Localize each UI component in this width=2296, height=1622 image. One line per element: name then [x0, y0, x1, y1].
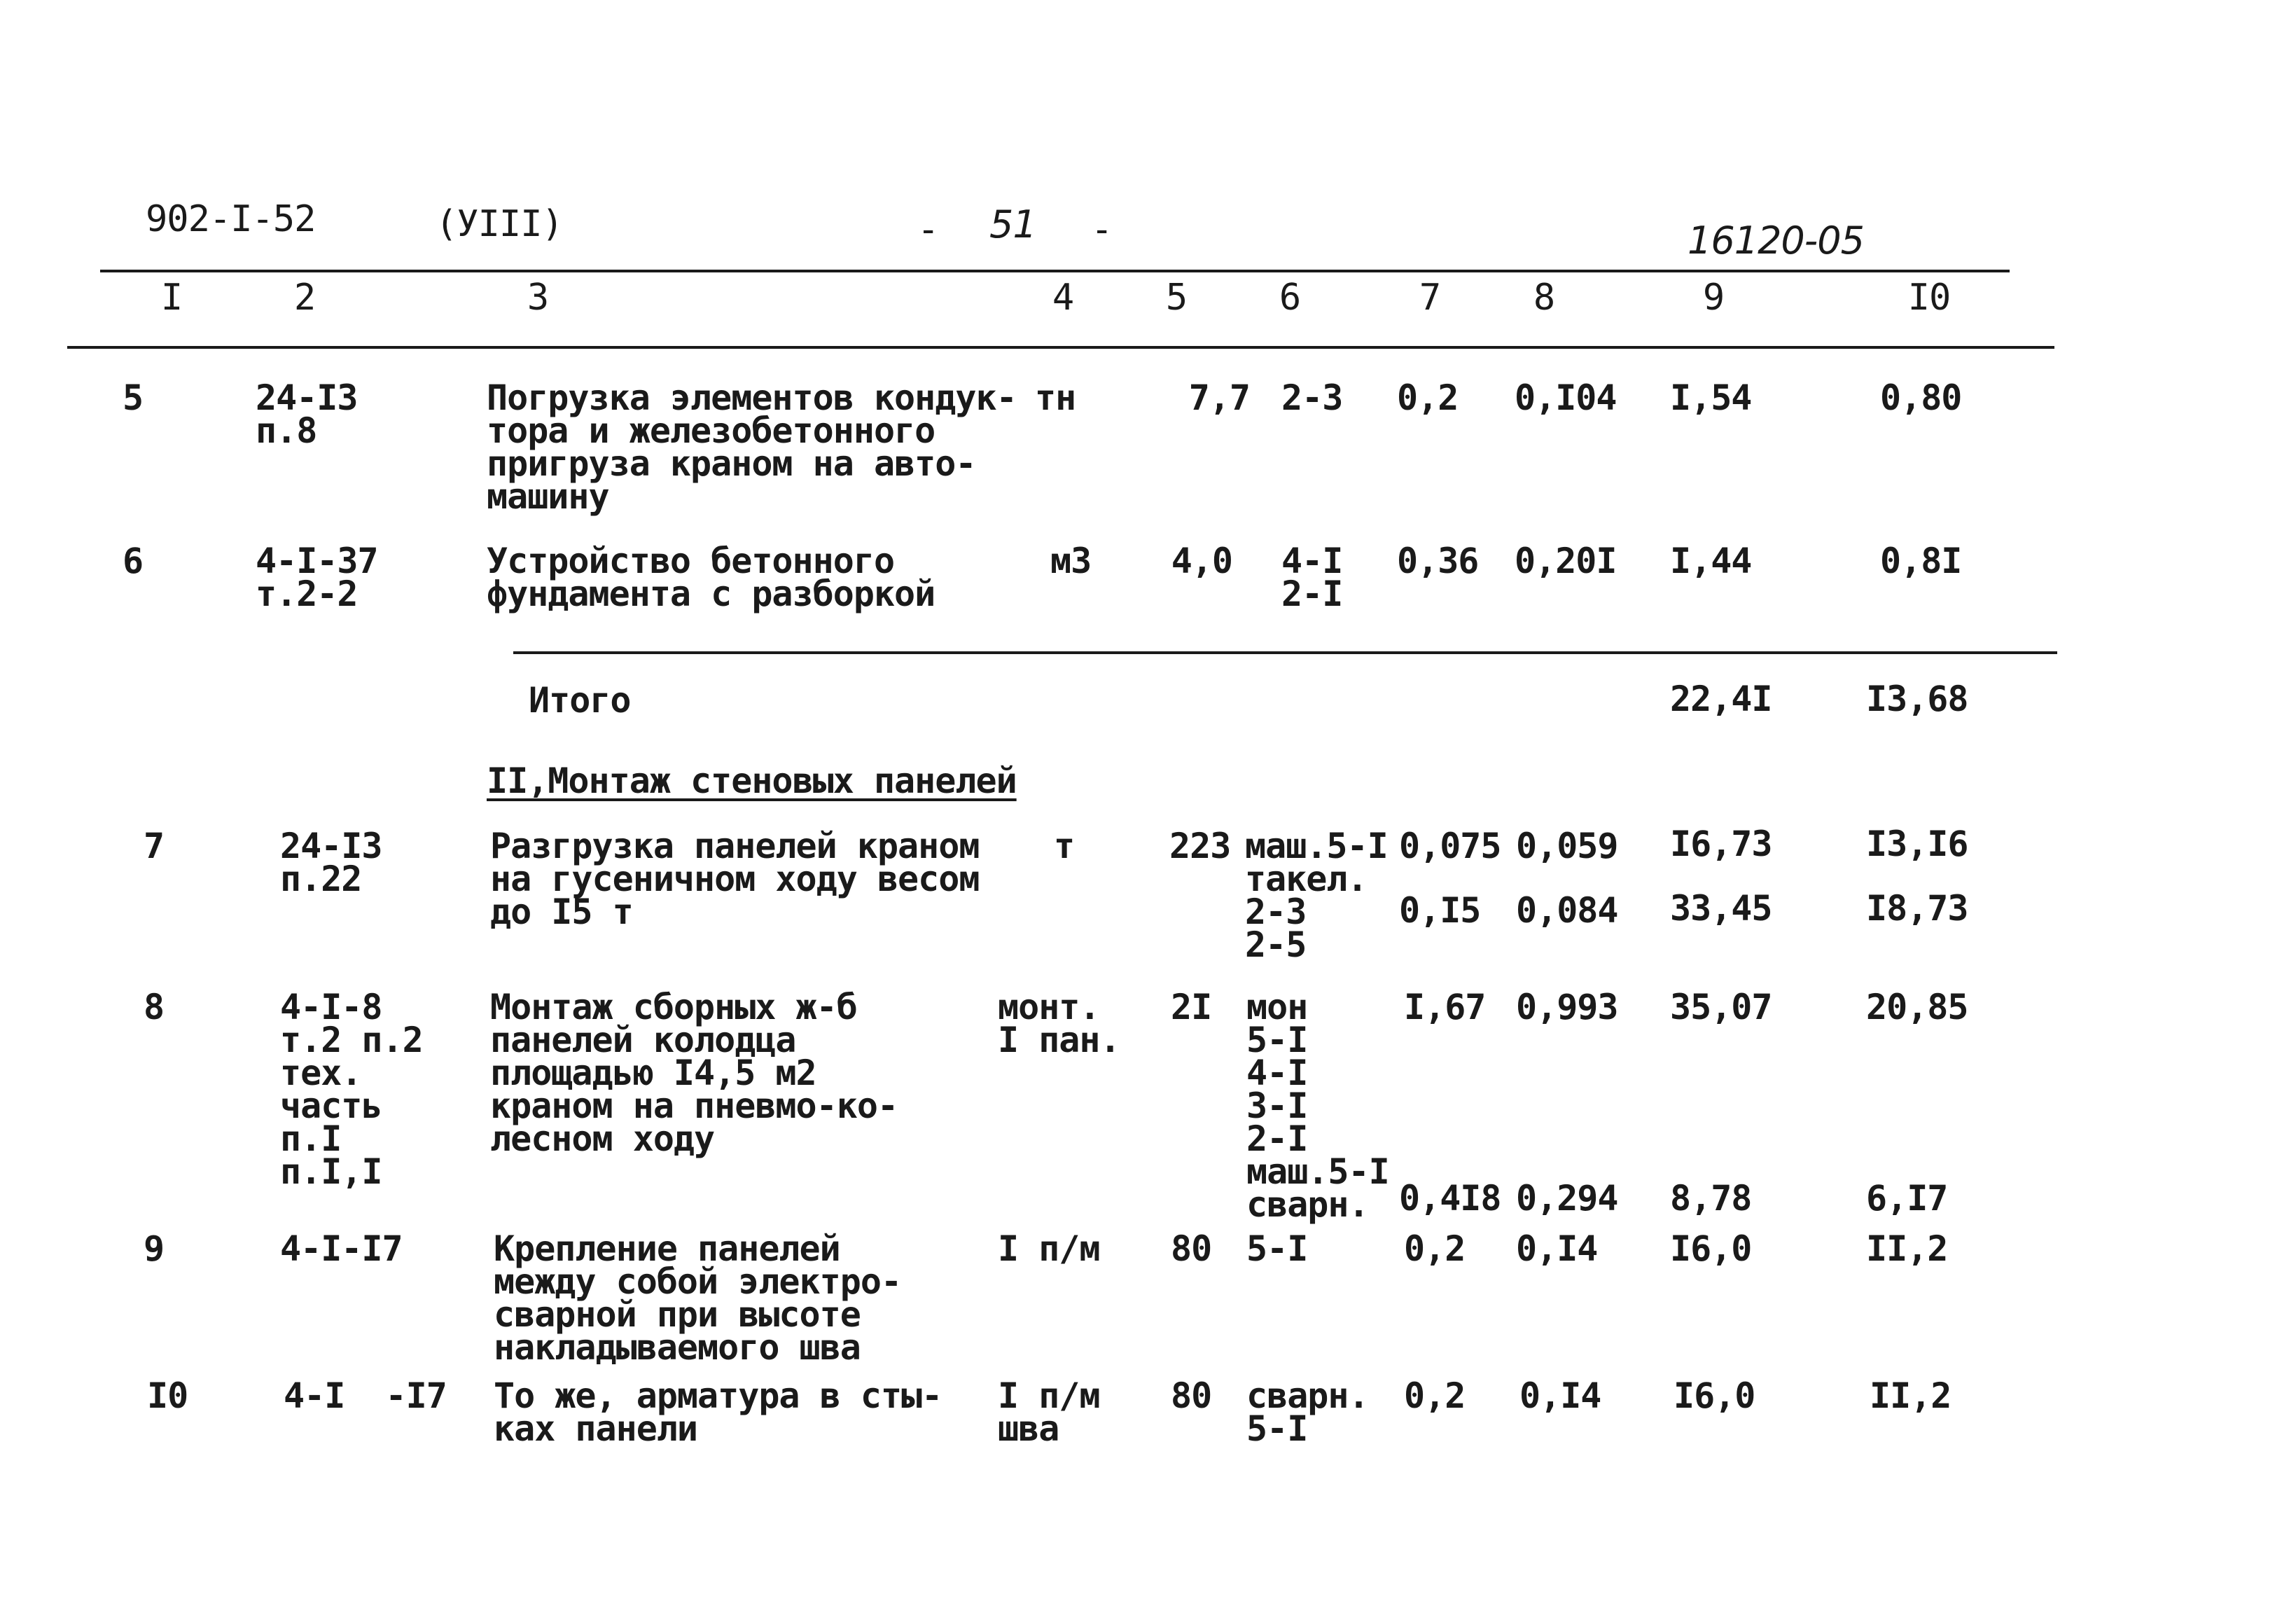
- value-col9: I6,0: [1670, 1228, 1752, 1269]
- row-number: 6: [123, 541, 144, 581]
- value-col9: I6,73: [1670, 824, 1772, 864]
- column-header-1: I: [160, 277, 183, 319]
- value-col10: 0,80: [1880, 377, 1962, 418]
- unit: тн: [1035, 377, 1076, 418]
- row-number: 5: [123, 377, 144, 418]
- total-col10: I3,68: [1866, 679, 1968, 719]
- norm-reference: 24-I3 п.22: [280, 826, 382, 899]
- norm-reference: 4-I-8 т.2 п.2 тех. часть п.I п.I,I: [280, 987, 423, 1192]
- work-description: Разгрузка панелей краном на гусеничном ходу весом до I5 т: [490, 826, 980, 932]
- value-col8: 0,993: [1516, 987, 1618, 1027]
- value-col7: 0,2: [1404, 1228, 1466, 1269]
- crew: 5-I: [1246, 1228, 1308, 1269]
- value-col7: 0,36: [1397, 541, 1479, 581]
- column-header-3: 3: [527, 277, 549, 319]
- unit: т: [1054, 826, 1075, 866]
- column-header-6: 6: [1279, 277, 1301, 319]
- column-header-5: 5: [1165, 277, 1188, 319]
- value-col10: I3,I6: [1866, 824, 1968, 864]
- column-header-4: 4: [1052, 277, 1074, 319]
- column-header-7: 7: [1419, 277, 1441, 319]
- value-col7: 0,075: [1399, 826, 1501, 866]
- total-rule: [513, 651, 2057, 654]
- crew: мон 5-I 4-I 3-I 2-I маш.5-I сварн.: [1246, 987, 1389, 1225]
- work-description: То же, арматура в сты- ках панели: [494, 1375, 942, 1449]
- value-col9: 35,07: [1670, 987, 1772, 1027]
- archive-number: 16120-05: [1688, 219, 1864, 263]
- column-header-2: 2: [293, 277, 316, 319]
- norm-reference: 4-I-37 т.2-2: [256, 541, 378, 614]
- header-top-rule: [100, 270, 2010, 272]
- quantity: 7,7: [1188, 377, 1250, 418]
- total-label: Итого: [529, 680, 631, 721]
- value-col10: 0,8I: [1880, 541, 1962, 581]
- unit: монт. I пан.: [998, 987, 1120, 1060]
- work-description: Крепление панелей между собой электро- сварной при высоте накладываемого шва: [494, 1228, 902, 1368]
- value-col10: II,2: [1870, 1375, 1951, 1416]
- value-col9: I,44: [1670, 541, 1752, 581]
- value-col8: 0,20I: [1515, 541, 1617, 581]
- row-number: 8: [144, 987, 165, 1027]
- column-header-8: 8: [1533, 277, 1555, 319]
- crew: сварн. 5-I: [1246, 1375, 1369, 1449]
- row-number: 7: [144, 826, 165, 866]
- section-title: II,Монтаж стеновых панелей: [487, 761, 1017, 801]
- value-col8: 0,I4: [1516, 1228, 1598, 1269]
- norm-reference: 4-I -I7: [284, 1375, 447, 1416]
- page-number: 51: [989, 202, 1036, 247]
- unit: I п/м шва: [998, 1375, 1100, 1449]
- crew: 4-I 2-I: [1281, 541, 1343, 614]
- value-col9: 8,78: [1670, 1178, 1752, 1219]
- row-number: I0: [147, 1375, 188, 1416]
- crew: маш.5-I такел. 2-3 2-5: [1245, 826, 1388, 965]
- column-header-10: I0: [1907, 277, 1951, 319]
- value-col7: 0,4I8: [1399, 1178, 1501, 1219]
- quantity: 80: [1171, 1228, 1212, 1269]
- unit: м3: [1050, 541, 1092, 581]
- value-col10: II,2: [1866, 1228, 1948, 1269]
- value-col8: 0,084: [1516, 890, 1618, 931]
- row-number: 9: [144, 1228, 165, 1269]
- value-col10: 20,85: [1866, 987, 1968, 1027]
- value-col8: 0,I4: [1519, 1375, 1601, 1416]
- header-bottom-rule: [67, 346, 2054, 349]
- page-dash-right: -: [1091, 209, 1113, 251]
- value-col7: 0,2: [1404, 1375, 1466, 1416]
- value-col9: I6,0: [1674, 1375, 1755, 1416]
- value-col7: 0,I5: [1399, 890, 1481, 931]
- value-col8: 0,059: [1516, 826, 1618, 866]
- value-col9: 33,45: [1670, 888, 1772, 929]
- norm-reference: 4-I-I7: [280, 1228, 403, 1269]
- value-col8: 0,I04: [1515, 377, 1617, 418]
- album-label: (УIII): [436, 203, 563, 245]
- value-col7: I,67: [1404, 987, 1486, 1027]
- doc-code: 902-I-52: [146, 198, 316, 240]
- work-description: Погрузка элементов кондук- тора и железобетонного пригруза краном на авто- машину: [487, 377, 1017, 517]
- value-col9: I,54: [1670, 377, 1752, 418]
- work-description: Монтаж сборных ж-б панелей колодца площадью I4,5 м2 краном на пневмо-ко- лесном ходу: [490, 987, 898, 1159]
- norm-reference: 24-I3 п.8: [256, 377, 358, 451]
- work-description: Устройство бетонного фундамента с разборкой: [487, 541, 935, 614]
- unit: I п/м: [998, 1228, 1100, 1269]
- quantity: 223: [1169, 826, 1231, 866]
- quantity: 80: [1171, 1375, 1212, 1416]
- value-col7: 0,2: [1397, 377, 1459, 418]
- quantity: 2I: [1171, 987, 1212, 1027]
- crew: 2-3: [1281, 377, 1343, 418]
- page-dash-left: -: [917, 209, 939, 251]
- value-col10: I8,73: [1866, 888, 1968, 929]
- value-col8: 0,294: [1516, 1178, 1618, 1219]
- column-header-9: 9: [1702, 277, 1725, 319]
- quantity: 4,0: [1171, 541, 1232, 581]
- value-col10: 6,I7: [1866, 1178, 1948, 1219]
- total-col9: 22,4I: [1670, 679, 1772, 719]
